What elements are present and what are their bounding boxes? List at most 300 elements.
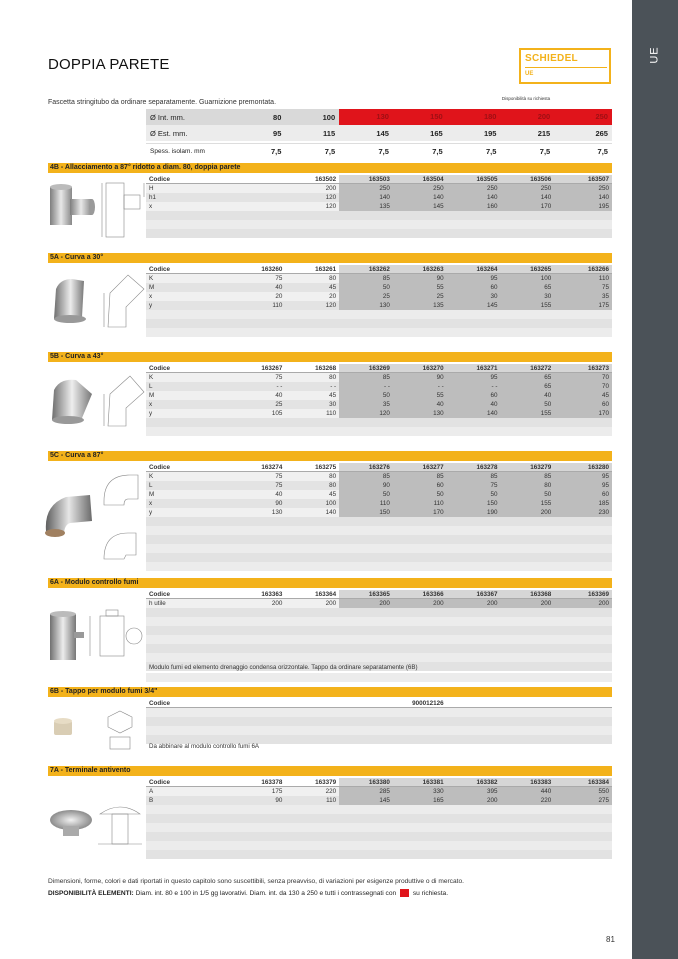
row-label: Codice — [149, 700, 170, 707]
table-cell: 110 — [393, 499, 447, 508]
table-cell: 65 — [500, 373, 554, 382]
product-code: 163507 — [554, 175, 612, 183]
table-cell: 163363 — [261, 591, 283, 598]
code-label: Codice — [149, 176, 170, 183]
row-label: L — [149, 383, 153, 390]
section-title: 7A - Terminale antivento — [48, 766, 612, 776]
table-cell: 170 — [554, 409, 612, 418]
table-cell: 90 — [275, 797, 283, 804]
wind-terminal-drawing — [94, 794, 146, 850]
table-cell: 163274 — [261, 464, 283, 471]
table-row — [146, 805, 612, 814]
table-row — [146, 787, 612, 796]
table-row — [146, 319, 612, 328]
table-row — [146, 717, 612, 726]
table-cell: 200 — [325, 600, 337, 607]
dim-cell: 115 — [323, 128, 336, 138]
table-row — [146, 391, 612, 400]
table-header-row — [146, 265, 612, 274]
dim-cell: 145 — [376, 128, 389, 138]
dim-cell: 7,5 — [378, 147, 389, 156]
table-cell: 20 — [329, 293, 337, 300]
table-row — [146, 184, 612, 193]
table-cell: 130 — [339, 301, 393, 310]
table-cell — [232, 184, 286, 193]
table-cell: 163279 — [500, 463, 554, 471]
table-cell: 163280 — [554, 463, 612, 471]
table-cell: 550 — [554, 787, 612, 796]
table-cell: 30 — [447, 292, 501, 301]
table-cell: 140 — [447, 193, 501, 202]
table-cell: 163265 — [500, 265, 554, 273]
table-cell: 163380 — [339, 778, 393, 786]
row-label: y — [149, 410, 153, 417]
row-label: K — [149, 473, 154, 480]
row-label: Codice — [149, 779, 170, 786]
table-row — [146, 814, 612, 823]
table-row — [146, 823, 612, 832]
row-label: Ø Int. mm. — [150, 112, 186, 122]
product-code: 163503 — [339, 175, 393, 183]
table-cell: 90 — [275, 500, 283, 507]
table-cell: 50 — [339, 283, 393, 292]
row-label: h1 — [149, 194, 157, 201]
table-cell: 200 — [447, 599, 501, 608]
table-cell: 250 — [393, 184, 447, 193]
table-cell: 250 — [500, 184, 554, 193]
table-row — [146, 499, 612, 508]
dim-cell: 215 — [537, 128, 551, 138]
table-cell: - - — [339, 382, 393, 391]
section-title: 6A - Modulo controllo fumi — [48, 578, 612, 588]
table-row — [146, 626, 612, 635]
table-cell: 200 — [500, 508, 554, 517]
dim-cell-on-request: 130 — [339, 109, 393, 125]
page-number: 81 — [606, 935, 615, 944]
table-cell: - - — [276, 383, 283, 390]
table-cell: 80 — [500, 481, 554, 490]
table-cell: 80 — [329, 275, 337, 282]
table-cell: 95 — [554, 481, 612, 490]
table-cell: 80 — [329, 473, 337, 480]
table-cell: 110 — [554, 274, 612, 283]
table-cell: 110 — [339, 499, 393, 508]
dim-cell: 7,5 — [324, 147, 336, 156]
row-label: M — [149, 392, 155, 399]
table-cell: 50 — [339, 490, 393, 499]
table-cell: 85 — [500, 472, 554, 481]
table-row — [146, 635, 612, 644]
table-cell: 175 — [554, 301, 612, 310]
section-5c — [48, 451, 612, 571]
dim-cell: 195 — [483, 128, 497, 138]
row-label: M — [149, 284, 155, 291]
table-header-row — [146, 590, 612, 599]
table-row — [146, 553, 612, 562]
table-cell: 163366 — [393, 590, 447, 598]
table-cell: 163365 — [339, 590, 393, 598]
table-cell: 140 — [325, 509, 337, 516]
table-row — [146, 211, 612, 220]
elbow-43-drawing — [100, 370, 146, 430]
table-cell: 200 — [339, 599, 393, 608]
table-cell: 55 — [393, 283, 447, 292]
table-cell: 250 — [447, 184, 501, 193]
table-cell: 20 — [275, 293, 283, 300]
footer-availability-label: DISPONIBILITÀ ELEMENTI: — [48, 889, 134, 897]
table-cell — [339, 699, 393, 707]
table-row — [146, 517, 612, 526]
table-row — [146, 220, 612, 229]
table-row — [146, 310, 612, 319]
table-row — [146, 400, 612, 409]
row-label: x — [149, 293, 153, 300]
table-cell: 35 — [339, 400, 393, 409]
table-cell: 40 — [393, 400, 447, 409]
table-cell: 200 — [554, 599, 612, 608]
table-cell: 40 — [275, 284, 283, 291]
dim-cell: 7,5 — [432, 147, 443, 156]
table-cell: 200 — [325, 185, 337, 192]
row-label: Codice — [149, 266, 170, 273]
table-cell: 110 — [326, 410, 337, 417]
table-cell: 155 — [500, 499, 554, 508]
table-row — [146, 373, 612, 382]
dim-cell: 7,5 — [270, 147, 282, 156]
section-title: 5A - Curva a 30° — [48, 253, 612, 263]
table-cell — [554, 699, 612, 707]
table-row — [146, 726, 612, 735]
table-cell: 40 — [447, 400, 501, 409]
section-5a — [48, 253, 612, 343]
table-cell: 140 — [554, 193, 612, 202]
table-cell: 95 — [447, 274, 501, 283]
row-label: B — [149, 797, 154, 804]
table-cell — [285, 699, 339, 707]
table-cell — [500, 699, 554, 707]
cap-drawing — [100, 707, 140, 751]
table-cell: 65 — [500, 382, 554, 391]
smoke-module-photo — [48, 610, 88, 664]
row-label: L — [149, 482, 153, 489]
table-cell: 50 — [500, 400, 554, 409]
table-row — [146, 409, 612, 418]
elbow-30-drawing — [100, 271, 146, 331]
table-cell: 440 — [500, 787, 554, 796]
table-row — [146, 544, 612, 553]
table-cell: 275 — [554, 796, 612, 805]
table-cell: 95 — [447, 373, 501, 382]
table-row — [146, 744, 612, 753]
dim-cell: 7,5 — [539, 147, 551, 156]
table-cell: 25 — [339, 292, 393, 301]
table-cell: 163262 — [339, 265, 393, 273]
dim-cell-on-request: 180 — [447, 109, 501, 125]
table-row — [146, 526, 612, 535]
table-cell: 140 — [339, 193, 393, 202]
table-cell: 163367 — [447, 590, 501, 598]
internal-diameter-row — [146, 109, 612, 125]
table-cell: 60 — [554, 400, 612, 409]
table-row — [146, 673, 612, 682]
table-cell: 85 — [393, 472, 447, 481]
dim-cell-on-request: 250 — [554, 109, 612, 125]
dim-cell: 95 — [273, 128, 282, 138]
product-code: 163506 — [500, 175, 554, 183]
row-label: A — [149, 788, 154, 795]
row-label: Ø Est. mm. — [150, 128, 188, 138]
table-row — [146, 292, 612, 301]
table-row — [146, 274, 612, 283]
table-cell: 145 — [447, 301, 501, 310]
table-cell: 30 — [500, 292, 554, 301]
row-label: x — [149, 401, 153, 408]
table-cell: 165 — [393, 796, 447, 805]
table-cell: 285 — [339, 787, 393, 796]
cap-photo — [52, 717, 76, 737]
table-cell: 230 — [554, 508, 612, 517]
footer-availability-end: su richiesta. — [412, 889, 449, 897]
section-note: Modulo fumi ed elemento drenaggio condensa orizzontale. Tappo da ordinare separatamente (6B) — [149, 664, 418, 671]
dim-cell: 80 — [273, 112, 282, 122]
footer-availability — [48, 889, 448, 897]
table-cell: 155 — [500, 409, 554, 418]
section-title: 4B - Allacciamento a 87° ridotto a diam. 80, doppia parete — [48, 163, 612, 173]
table-cell: 110 — [326, 797, 337, 804]
product-code: 163504 — [393, 175, 447, 183]
intro-text: Fascetta stringitubo da ordinare separatamente. Guarnizione premontata. — [48, 99, 277, 106]
table-cell: 60 — [393, 481, 447, 490]
table-cell: 163369 — [554, 590, 612, 598]
table-cell: - - — [330, 383, 337, 390]
elbow-43-photo — [48, 374, 98, 424]
table-row — [146, 418, 612, 427]
table-cell: 135 — [339, 202, 393, 211]
table-cell: 140 — [500, 193, 554, 202]
section-title: 5B - Curva a 43° — [48, 352, 612, 362]
section-title: 6B - Tappo per modulo fumi 3/4" — [48, 687, 612, 697]
table-cell: 110 — [272, 302, 283, 309]
table-cell: 163271 — [447, 364, 501, 372]
table-cell: 75 — [275, 482, 283, 489]
table-cell: 85 — [339, 472, 393, 481]
table-cell: 163260 — [261, 266, 283, 273]
table-cell: 163264 — [447, 265, 501, 273]
table-cell: 163275 — [315, 464, 337, 471]
table-cell: 75 — [554, 283, 612, 292]
section-note: Da abbinare al modulo controllo fumi 6A — [149, 743, 260, 750]
table-cell: 163364 — [315, 591, 337, 598]
table-cell: 175 — [271, 788, 283, 795]
row-label: y — [149, 509, 153, 516]
table-row — [146, 599, 612, 608]
table-row — [146, 617, 612, 626]
table-header-row — [146, 699, 612, 708]
table-cell: 170 — [393, 508, 447, 517]
row-label: h utile — [149, 600, 166, 607]
table-row — [146, 708, 612, 717]
table-cell — [232, 202, 286, 211]
table-cell: 250 — [339, 184, 393, 193]
table-row — [146, 283, 612, 292]
table-cell: 120 — [339, 409, 393, 418]
section-7a — [48, 766, 612, 862]
table-cell: 220 — [325, 788, 337, 795]
row-label: H — [149, 185, 154, 192]
table-cell: 75 — [447, 481, 501, 490]
row-label: y — [149, 302, 153, 309]
availability-label: Disponibilità su richiesta — [501, 96, 551, 101]
table-row — [146, 508, 612, 517]
dim-cell: 165 — [430, 128, 443, 138]
table-cell: 85 — [339, 274, 393, 283]
table-cell: 163266 — [554, 265, 612, 273]
table-cell: 45 — [329, 284, 337, 291]
table-cell: 140 — [447, 409, 501, 418]
dim-cell: 7,5 — [597, 147, 608, 156]
table-cell: 120 — [325, 203, 337, 210]
table-cell: 30 — [329, 401, 337, 408]
table-cell — [232, 699, 286, 707]
table-cell: 105 — [271, 410, 283, 417]
table-cell: 220 — [500, 796, 554, 805]
table-cell: 50 — [447, 490, 501, 499]
insulation-row — [146, 143, 612, 159]
table-row — [146, 301, 612, 310]
table-row — [146, 653, 612, 662]
table-cell: 80 — [329, 374, 337, 381]
table-row — [146, 832, 612, 841]
table-cell: 25 — [275, 401, 283, 408]
table-header-row — [146, 175, 612, 184]
table-cell: 65 — [500, 283, 554, 292]
dim-cell: 7,5 — [486, 147, 497, 156]
table-cell: 100 — [500, 274, 554, 283]
table-cell: 80 — [329, 482, 337, 489]
table-row — [146, 193, 612, 202]
table-row — [146, 644, 612, 653]
table-cell — [232, 175, 286, 183]
table-cell: 90 — [393, 274, 447, 283]
table-cell: 163268 — [315, 365, 337, 372]
table-cell: 85 — [339, 373, 393, 382]
section-4b — [48, 163, 612, 245]
table-row — [146, 796, 612, 805]
table-row — [146, 490, 612, 499]
table-cell: 155 — [500, 301, 554, 310]
table-cell: 163269 — [339, 364, 393, 372]
table-cell — [447, 699, 501, 707]
table-row — [146, 608, 612, 617]
section-title: 5C - Curva a 87° — [48, 451, 612, 461]
table-cell: 45 — [329, 392, 337, 399]
dim-cell: 265 — [595, 128, 608, 138]
table-cell: 163384 — [554, 778, 612, 786]
table-cell: 35 — [554, 292, 612, 301]
table-cell: 163277 — [393, 463, 447, 471]
table-cell: 135 — [393, 301, 447, 310]
row-label: Spess. isolam. mm — [150, 148, 205, 155]
row-label: K — [149, 275, 154, 282]
logo-name: SCHIEDEL — [525, 53, 578, 64]
table-cell: 40 — [275, 392, 283, 399]
table-row — [146, 229, 612, 238]
tee-connector-drawing — [100, 177, 146, 241]
table-cell: 163379 — [315, 779, 337, 786]
table-cell: 163381 — [393, 778, 447, 786]
table-cell: 145 — [339, 796, 393, 805]
table-row — [146, 841, 612, 850]
table-row — [146, 472, 612, 481]
table-cell: 100 — [325, 500, 337, 507]
table-cell: 45 — [329, 491, 337, 498]
smoke-module-drawing — [86, 604, 146, 664]
external-diameter-row — [146, 125, 612, 141]
row-label: K — [149, 374, 154, 381]
table-row — [146, 202, 612, 211]
table-cell: 163278 — [447, 463, 501, 471]
table-cell: - - — [447, 382, 501, 391]
table-header-row — [146, 463, 612, 472]
table-cell: 45 — [554, 391, 612, 400]
row-label: M — [149, 491, 155, 498]
table-cell: - - — [393, 382, 447, 391]
table-cell: 60 — [447, 283, 501, 292]
table-cell: 190 — [447, 508, 501, 517]
table-cell: 75 — [275, 473, 283, 480]
dim-cell: 100 — [322, 112, 336, 122]
section-5b — [48, 352, 612, 442]
row-label: x — [149, 500, 153, 507]
table-cell: 200 — [500, 599, 554, 608]
table-cell: 170 — [500, 202, 554, 211]
table-row — [146, 850, 612, 859]
table-cell: 185 — [554, 499, 612, 508]
footer-availability-text: Diam. int. 80 e 100 in 1/5 gg lavorativi. Diam. int. da 130 a 250 e tutti i contrassegnati con — [135, 889, 397, 897]
table-cell: 200 — [447, 796, 501, 805]
row-label: Codice — [149, 464, 170, 471]
row-label: x — [149, 203, 153, 210]
table-cell: 130 — [271, 509, 283, 516]
table-cell: 250 — [554, 184, 612, 193]
table-cell: 163267 — [261, 365, 283, 372]
table-cell: 200 — [393, 599, 447, 608]
table-cell: 70 — [554, 373, 612, 382]
table-cell: 60 — [447, 391, 501, 400]
table-cell: 130 — [393, 409, 447, 418]
table-cell: 330 — [393, 787, 447, 796]
table-cell: 163378 — [261, 779, 283, 786]
elbow-87-photo — [40, 491, 98, 537]
product-code: 900012126 — [412, 700, 444, 707]
table-header-row — [146, 778, 612, 787]
table-cell: 145 — [393, 202, 447, 211]
product-code: 163505 — [447, 175, 501, 183]
table-cell: 85 — [447, 472, 501, 481]
product-code: 163502 — [315, 176, 337, 183]
table-cell: 55 — [393, 391, 447, 400]
dim-cell-on-request: 200 — [500, 109, 554, 125]
table-cell: 50 — [339, 391, 393, 400]
table-cell: 50 — [393, 490, 447, 499]
table-row — [146, 382, 612, 391]
table-cell: 140 — [393, 193, 447, 202]
table-cell: 195 — [554, 202, 612, 211]
table-cell: 75 — [275, 374, 283, 381]
table-cell: 90 — [339, 481, 393, 490]
elbow-30-photo — [48, 275, 98, 325]
side-tab[interactable]: UE — [649, 46, 661, 64]
